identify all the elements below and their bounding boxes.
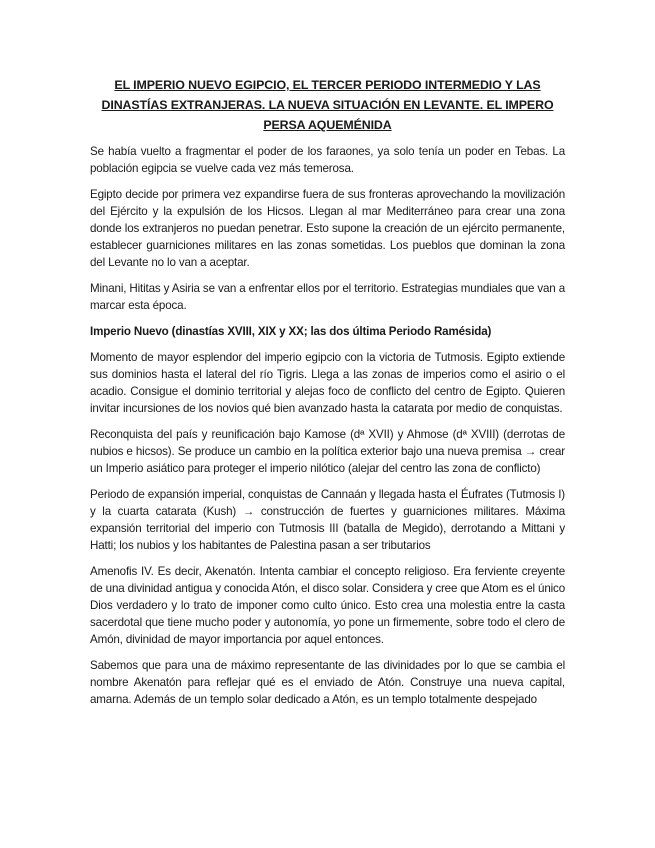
- document-title: EL IMPERIO NUEVO EGIPCIO, EL TERCER PERIODO INTERMEDIO Y LAS DINASTÍAS EXTRANJERAS. LA NUEVA SITUACIÓN EN LEVANTE. EL IMPERO PERSA AQUEMÉNIDA: [101, 78, 554, 132]
- section-heading-imperio-nuevo: Imperio Nuevo (dinastías XVIII, XIX y XX; las dos última Periodo Ramésida): [90, 325, 492, 338]
- paragraph-reconquista: Reconquista del país y reunificación bajo Kamose (dª XVII) y Ahmose (dª XVIII) (derrotas de nubios e hicsos). Se produce un cambio en la política exterior bajo una nueva premisa → crear un Imperio asiático para proteger el imperio nilótico (alejar del centro las zona de conflicto): [90, 428, 565, 475]
- paragraph-amenofis: Amenofis IV. Es decir, Akenatón. Intenta cambiar el concepto religioso. Era ferviente creyente de una divinidad antigua y conocida Atón, el disco solar. Considera y cree que Atom es el único Dios verdadero y lo trato de imponer como culto único. Esto crea una molestia entre la casta sacerdotal que tiene mucho poder y autonomía, yo pone un firmemente, sobre todo el clero de Amón, divinidad de mayor importancia por aquel entonces.: [90, 565, 565, 646]
- paragraph-tutmosis: Momento de mayor esplendor del imperio egipcio con la victoria de Tutmosis. Egipto extiende sus dominios hasta el lateral del río Tigris. Llega a las zonas de imperios como el asirio o el acadio. Consigue el dominio territorial y alejas foco de conflicto del centro de Egipto. Quieren invitar incursiones de los novios qué bien avanzado hasta la catarata por medio de conquistas.: [90, 351, 565, 415]
- paragraph-rivals: Minani, Hititas y Asiria se van a enfrentar ellos por el territorio. Estrategias mundiales que van a marcar esta época.: [90, 282, 565, 312]
- paragraph-imperial-expansion: Periodo de expansión imperial, conquistas de Cannaán y llegada hasta el Éufrates (Tutmosis I) y la cuarta catarata (Kush) → construcción de fuertes y guarniciones militares. Máxima expansión territorial del imperio con Tutmosis III (batalla de Megido), derrotando a Mittani y Hatti; los nubios y los habitantes de Palestina pasan a ser tributarios: [90, 488, 565, 552]
- paragraph-intro: Se había vuelto a fragmentar el poder de los faraones, ya solo tenía un poder en Tebas. La población egipcia se vuelve cada vez más temerosa.: [90, 145, 565, 175]
- paragraph-akenaton: Sabemos que para una de máximo representante de las divinidades por lo que se cambia el nombre Akenatón para reflejar qué es el enviado de Atón. Construye una nueva capital, amarna. Además de un templo solar dedicado a Atón, es un templo totalmente despejado: [90, 659, 565, 706]
- paragraph-expansion: Egipto decide por primera vez expandirse fuera de sus fronteras aprovechando la movilización del Ejército y la expulsión de los Hicsos. Llegan al mar Mediterráneo para crear una zona donde los extranjeros no puedan penetrar. Esto supone la creación de un ejército permanente, establecer guarniciones militares en las zonas sometidas. Los pueblos que dominan la zona del Levante no lo van a aceptar.: [90, 188, 565, 269]
